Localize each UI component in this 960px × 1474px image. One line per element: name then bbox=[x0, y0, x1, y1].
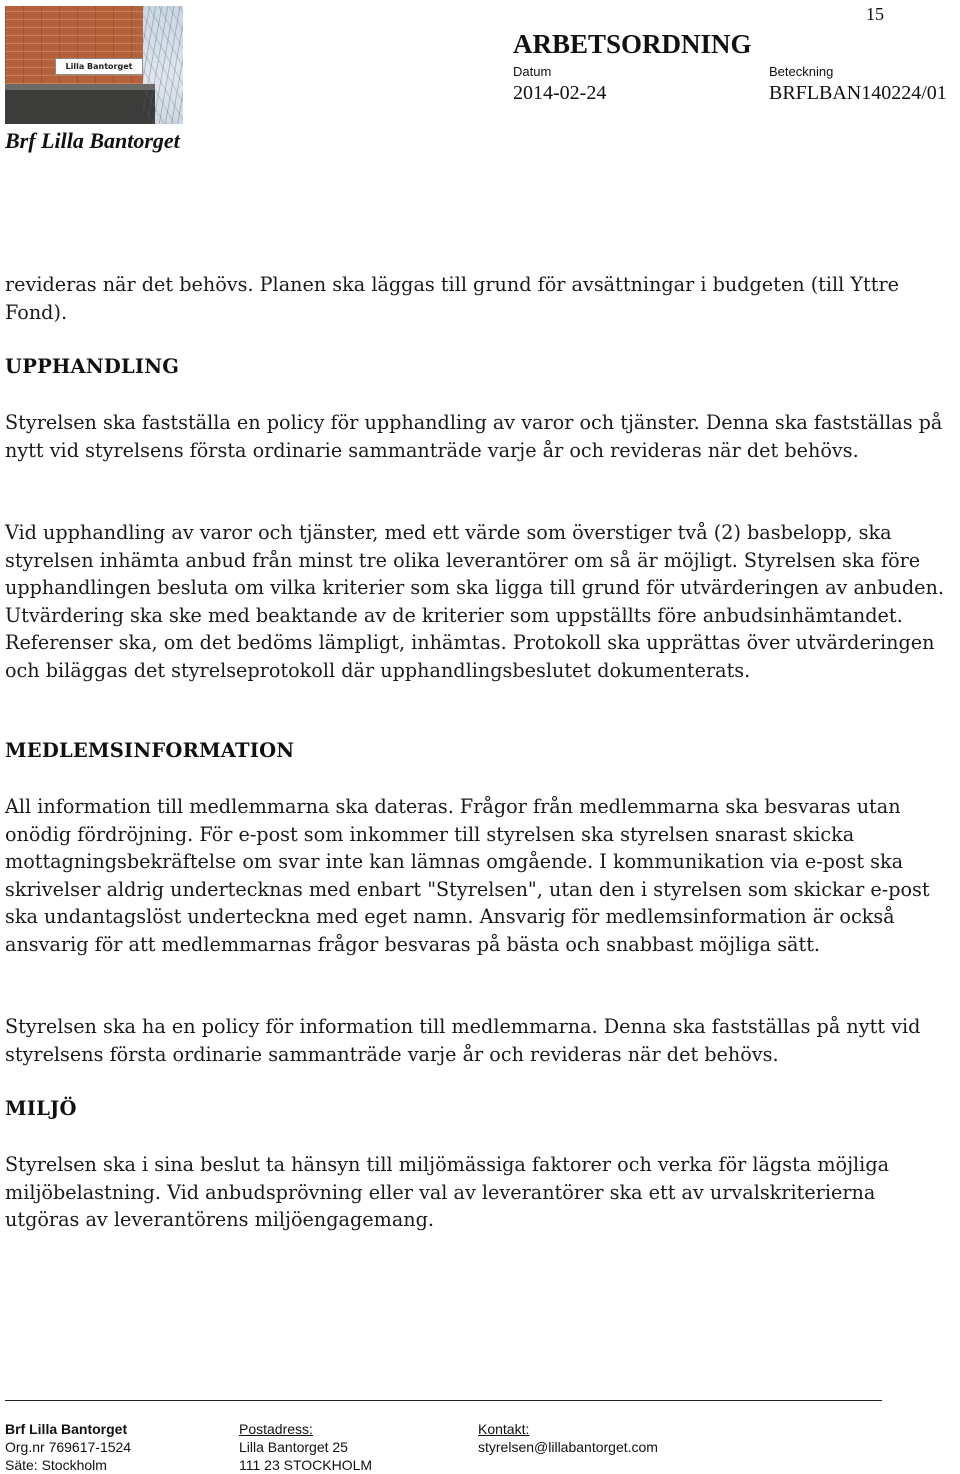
heading-medlemsinformation: MEDLEMSINFORMATION bbox=[5, 739, 295, 762]
heading-upphandling: UPPHANDLING bbox=[5, 355, 180, 378]
reference-label: Beteckning bbox=[769, 64, 834, 79]
document-title: ARBETSORDNING bbox=[513, 29, 752, 59]
reference-value: BRFLBAN140224/01 bbox=[769, 82, 947, 104]
footer-postal-label: Postadress: bbox=[239, 1421, 313, 1437]
heading-miljo: MILJÖ bbox=[5, 1097, 77, 1120]
paragraph-intro: revideras när det behövs. Planen ska läggas till grund för avsättningar i budgeten (till Yttre Fond). bbox=[5, 273, 900, 324]
logo-tree-branches bbox=[143, 6, 183, 124]
date-value: 2014-02-24 bbox=[513, 82, 607, 104]
footer-seat: Säte: Stockholm bbox=[5, 1457, 107, 1473]
footer-postal-address bbox=[239, 1420, 372, 1474]
logo-street-sign: Lilla Bantorget bbox=[55, 58, 143, 75]
footer-contact-email[interactable]: styrelsen@lillabantorget.com bbox=[478, 1439, 658, 1455]
page-number: 15 bbox=[866, 4, 884, 24]
footer-postal-city: 111 23 STOCKHOLM bbox=[239, 1457, 373, 1473]
footer-organisation bbox=[5, 1420, 131, 1474]
footer-org-name: Brf Lilla Bantorget bbox=[5, 1421, 128, 1437]
paragraph-upphandling-policy: Styrelsen ska fastställa en policy för upphandling av varor och tjänster. Denna ska fastställas på nytt vid styrelsens första ordinarie sammanträde varje år och revideras när det behövs. bbox=[5, 411, 943, 462]
footer-contact-label: Kontakt: bbox=[478, 1421, 530, 1437]
logo-roof-edge bbox=[5, 84, 155, 90]
logo-roof-gutter bbox=[5, 84, 155, 124]
footer-org-nr: Org.nr 769617-1524 bbox=[5, 1439, 132, 1455]
footer-contact bbox=[478, 1420, 658, 1456]
footer-postal-street: Lilla Bantorget 25 bbox=[239, 1439, 348, 1455]
org-title: Brf Lilla Bantorget bbox=[5, 128, 180, 153]
paragraph-upphandling-anbud: Vid upphandling av varor och tjänster, med ett värde som överstiger två (2) basbelopp, ska styrelsen inhämta anbud från minst tre olika leverantörer om så är möjligt. Styrelsen ska före upphandlingen besluta om vilka kriterier som ska ligga till grund för utvärderingen av anbuden. Utvärdering ska ske med beaktande av de kriterier som uppställts före anbudsinhämtandet. Referenser ska, om det bedöms lämpligt, inhämtas. Protokoll ska upprättas över utvärderingen och biläggas det styrelseprotokoll där upphandlingsbeslutet dokumenterats. bbox=[5, 521, 944, 682]
date-label: Datum bbox=[513, 64, 552, 79]
logo-image bbox=[5, 6, 183, 124]
paragraph-medlemsinformation-policy: Styrelsen ska ha en policy för information till medlemmarna. Denna ska fastställas på nytt vid styrelsens första ordinarie sammanträde varje år och revideras när det behövs. bbox=[5, 1015, 921, 1066]
paragraph-medlemsinformation-dating: All information till medlemmarna ska dateras. Frågor från medlemmarna ska besvaras utan onödig fördröjning. För e-post som inkommer till styrelsen ska styrelsen snarast skicka mottagningsbekräftelse om svar inte kan lämnas omgående. I kommunikation via e-post ska skrivelser aldrig undertecknas med enbart "Styrelsen", utan den i styrelsen som skickar e-post ska undantagslöst underteckna med eget namn. Ansvarig för medlemsinformation är också ansvarig för att medlemmarnas frågor besvaras på bästa och snabbast möjliga sätt. bbox=[5, 795, 930, 956]
paragraph-miljo: Styrelsen ska i sina beslut ta hänsyn till miljömässiga faktorer och verka för lägsta möjliga miljöbelastning. Vid anbudsprövning eller val av leverantörer ska ett av urvalskriterierna utgöras av leverantörens miljöengagemang. bbox=[5, 1153, 890, 1231]
footer-divider bbox=[5, 1400, 882, 1401]
